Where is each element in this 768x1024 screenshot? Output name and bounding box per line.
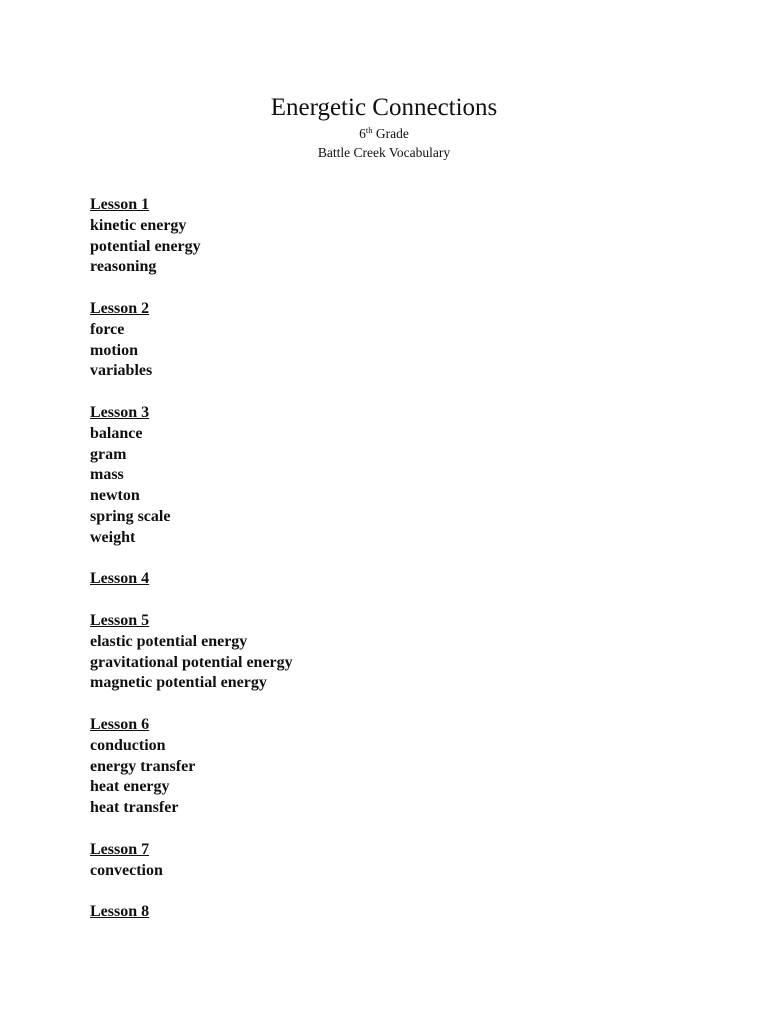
lesson-section (90, 840, 690, 882)
grade-number: 6 (359, 126, 366, 141)
vocabulary-term: kinetic energy (90, 216, 187, 234)
lesson-heading: Lesson 5 (90, 611, 150, 629)
grade-line (0, 124, 768, 143)
vocabulary-term: elastic potential energy (90, 632, 248, 650)
vocabulary-term: convection (90, 861, 163, 879)
document-header (0, 92, 768, 162)
page-subtitle: Battle Creek Vocabulary (317, 145, 451, 160)
vocabulary-term: heat energy (90, 778, 170, 796)
lesson-section (90, 299, 690, 382)
vocabulary-term: gram (90, 445, 127, 463)
vocabulary-term: reasoning (90, 258, 157, 276)
vocabulary-term: magnetic potential energy (90, 674, 267, 692)
vocabulary-term: motion (90, 341, 138, 359)
lesson-heading: Lesson 6 (90, 715, 150, 733)
lesson-section (90, 403, 690, 549)
vocabulary-term: potential energy (90, 237, 201, 255)
lesson-list (90, 195, 690, 944)
lesson-heading: Lesson 7 (90, 840, 150, 858)
vocabulary-term: energy transfer (90, 757, 196, 775)
grade-word: Grade (375, 126, 409, 141)
lesson-section (90, 715, 690, 819)
grade-suffix: th (365, 125, 373, 135)
vocabulary-term: heat transfer (90, 799, 179, 817)
vocabulary-term: newton (90, 487, 140, 505)
lesson-heading: Lesson 3 (90, 403, 150, 421)
vocabulary-term: weight (90, 528, 136, 546)
lesson-heading: Lesson 8 (90, 903, 150, 921)
lesson-section (90, 569, 690, 590)
lesson-section (90, 195, 690, 278)
vocabulary-term: gravitational potential energy (90, 653, 293, 671)
lesson-section (90, 902, 690, 923)
lesson-heading: Lesson 1 (90, 196, 150, 213)
vocabulary-term: mass (90, 466, 124, 484)
vocabulary-term: conduction (90, 736, 166, 754)
vocabulary-term: balance (90, 424, 143, 442)
lesson-heading: Lesson 4 (90, 570, 150, 588)
vocabulary-term: force (90, 320, 125, 338)
lesson-section (90, 611, 690, 694)
vocabulary-term: variables (90, 362, 153, 380)
vocabulary-term: spring scale (90, 507, 171, 525)
page-title: Energetic Connections (270, 94, 498, 121)
lesson-heading: Lesson 2 (90, 299, 150, 317)
